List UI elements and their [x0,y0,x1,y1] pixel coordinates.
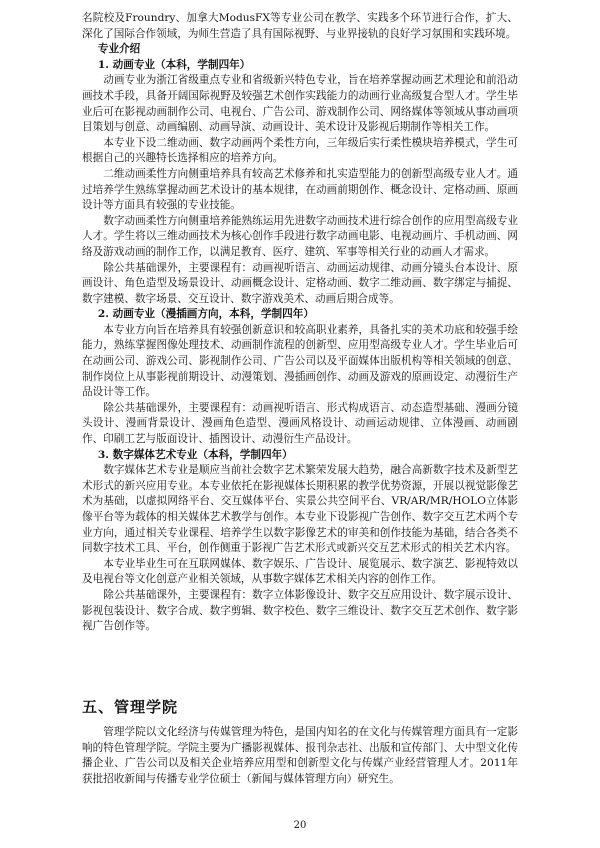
major-title: 2. 动画专业（漫插画方向，本科，学制四年） [97,308,314,321]
top-paragraph: 名院校及Froundry、加拿大ModusFX等专业公司在教学、实践多个环节进行合作，扩大、深化了国际合作领域，为师生营造了具有国际视野、与业界接轨的良好学习氛围和实践环境。 [82,12,518,40]
major-title: 3. 数字媒体艺术专业（本科，学制四年） [97,448,293,461]
major-paragraph: 数字媒体艺术专业是顺应当前社会数字艺术繁荣发展大趋势，融合高新数字技术及新型艺术形式的新兴应用专业。本专业依托在影视媒体长期积累的教学优势资源，开展以视觉影像艺术为基础，以虚拟网络平台、交互媒体平台、实景公共空间平台、VR/AR/MR/HOLO立体影像平台等为载体的相关媒体艺术教学与创作。本专业下设影视广告创作、数字交互艺术两个专业方向，通过相关专业课程、培养学生以数字影像艺术的审美和创作技能为基础，结合各类不同数字技术工具、平台，创作侧重于影视广告艺术形式或新兴交互艺术形式的相关艺术内容。 [82,464,518,555]
page-number: 20 [293,820,307,831]
major-title: 1. 动画专业（本科，学制四年） [97,58,251,71]
intro-heading: 专业介绍 [97,43,141,56]
major-paragraph: 除公共基础课外，主要课程有：动画视听语言、动画运动规律、动画分镜头台本设计、原画设计、角色造型及场景设计、动画概念设计、定格动画、数字二维动画、数字绑定与捕捉、数字建模、数字场景、交互设计、数字游戏美术、动画后期合成等。 [82,261,518,305]
major-paragraph: 动画专业为浙江省级重点专业和省级新兴特色专业，旨在培养掌握动画艺术理论和前沿动画技术手段，具备开阔国际视野及较强艺术创作实践能力的动画行业高级复合型人才。学生毕业后可在影视动画制作公司、电视台、广告公司、游戏制作公司、网络媒体等领域从事动画项目策划与创意、动画编剧、动画导演、动画设计、美术设计及影视后期制作等相关工作。 [82,74,518,134]
section-title: 五、管理学院 [82,698,179,716]
major-digital-media [82,448,518,635]
major-paragraph: 本专业毕业生可在互联网媒体、数字娱乐、广告设计、展览展示、数字演艺、影视特效以及电视台等文化创意产业相关领域，从事数字媒体艺术相关内容的创作工作。 [82,557,518,586]
major-paragraph: 除公共基础课外，主要课程有：数字立体影像设计、数字交互应用设计、数字展示设计、影视包装设计、数字合成、数字剪辑、数字校色、数字三维设计、数字交互艺术创作、数字影视广告创作等。 [82,588,518,633]
major-illustration [82,307,518,447]
section-body [82,725,518,787]
major-animation [82,58,518,308]
major-paragraph: 二维动画柔性方向侧重培养具有较高艺术修养和扎实造型能力的创新型高级专业人才。通过培养学生熟练掌握动画艺术设计的基本规律，在动画前期创作、概念设计、定格动画、原画设计等方面具有较强的专业技能。 [82,167,518,212]
major-paragraph: 数字动画柔性方向侧重培养能熟练运用先进数字动画技术进行综合创作的应用型高级专业人才。学生将以三维动画技术为核心创作手段进行数字动画电影、电视动画片、手机动画、网络及游戏动画的制作工作，以满足教育、医疗、建筑、军事等相关行业的动画人才需求。 [82,214,518,258]
section-paragraph: 管理学院以文化经济与传媒管理为特色，是国内知名的在文化与传媒管理方面具有一定影响的特色管理学院。学院主要为广播影视媒体、报刊杂志社、出版和宣传部门、大中型文化传播企业、广告公司以及相关企业培养应用型和创新型文化与传媒产业经营管理人才。2011年获批招收新闻与传播专业学位硕士（新闻与媒体管理方向）研究生。 [82,726,518,785]
major-paragraph: 本专业下设二维动画、数字动画两个柔性方向，三年级后实行柔性模块培养模式，学生可根据自己的兴趣特长选择相应的培养方向。 [82,136,518,165]
main-content [82,11,518,635]
major-paragraph: 除公共基础课外，主要课程有：动画视听语言、形式构成语言、动态造型基础、漫画分镜头设计、漫画背景设计、漫画角色造型、漫画风格设计、动画运动规律、立体漫画、动画剧作、印刷工艺与版面设计、插图设计、动漫衍生产品设计。 [82,401,518,446]
major-paragraph: 本专业方向旨在培养具有较强创新意识和较高职业素养，具备扎实的美术功底和较强手绘能力，熟练掌握图像处理技术、动画制作流程的创新型、应用型高级专业人才。学生毕业后可在动画公司、游戏公司、影视制作公司、广告公司以及平面媒体出版机构等相关领域的创意、制作岗位上从事影视前期设计、动漫策划、漫插画创作、动画及游戏的原画设定、动漫衍生产品设计等工作。 [82,323,518,399]
